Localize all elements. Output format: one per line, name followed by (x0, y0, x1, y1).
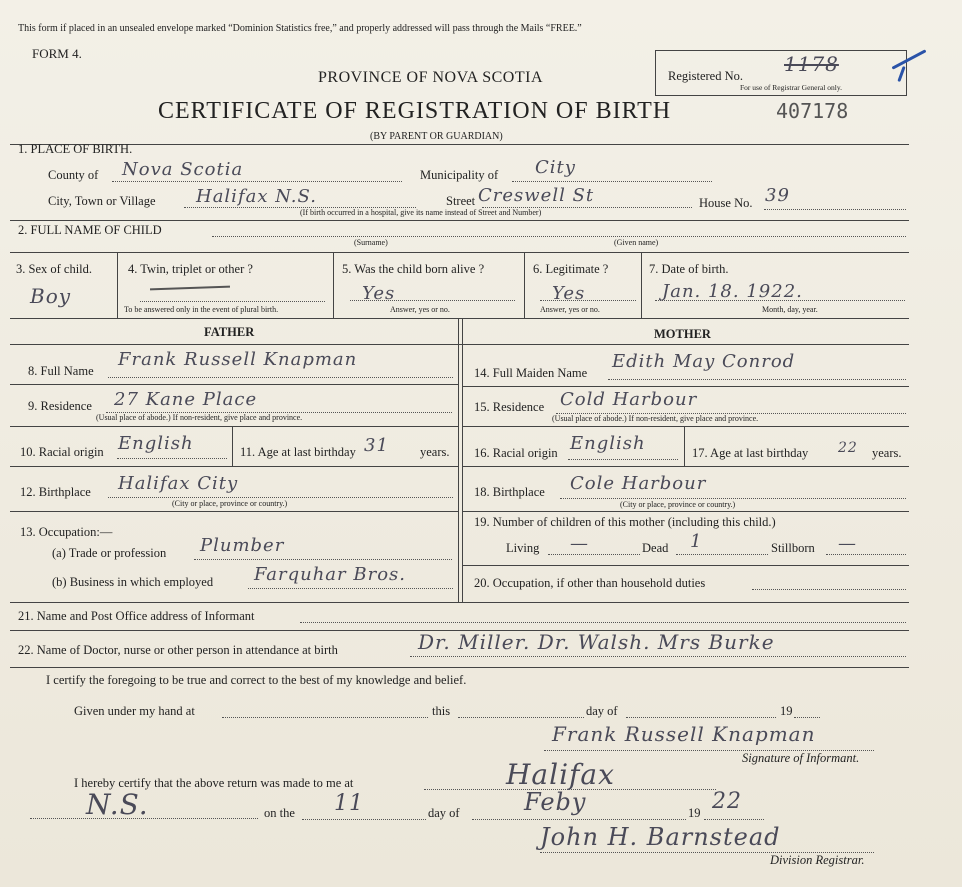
street-value: Creswell St (478, 185, 595, 206)
city-label: City, Town or Village (48, 194, 156, 208)
city-value: Halifax N.S. (196, 186, 317, 207)
mother-name-label: 14. Full Maiden Name (474, 366, 588, 380)
father-name-label: 8. Full Name (28, 364, 94, 378)
doctor-label: 22. Name of Doctor, nurse or other person in attendance at birth (18, 643, 338, 657)
registrar-label: Division Registrar. (770, 853, 865, 867)
mother-occupation-label: 20. Occupation, if other than household duties (474, 576, 706, 590)
sex-label: 3. Sex of child. (16, 262, 93, 276)
business-label: (b) Business in which employed (52, 575, 214, 589)
this-label: this (432, 704, 451, 718)
date-label: 7. Date of birth. (649, 262, 729, 276)
given-under-label: Given under my hand at (74, 704, 195, 718)
informant-label: 21. Name and Post Office address of Informant (18, 609, 255, 623)
trade-label: (a) Trade or profession (52, 546, 167, 560)
municipality-value: City (535, 157, 576, 178)
mother-name-value: Edith May Conrod (612, 351, 796, 372)
mother-age-label: 17. Age at last birthday (692, 446, 809, 460)
registered-value: 1178 (784, 52, 839, 76)
date-note: Month, day, year. (762, 305, 818, 314)
legitimate-value: Yes (552, 283, 586, 304)
registrar-signature: John H. Barnstead (540, 823, 781, 851)
father-birthplace-note: (City or place, province or country.) (172, 499, 288, 508)
mother-residence-label: 15. Residence (474, 400, 545, 414)
twin-note: To be answered only in the event of plural birth. (124, 305, 279, 314)
county-value: Nova Scotia (122, 159, 244, 180)
mother-heading: MOTHER (654, 327, 711, 341)
mother-racial-value: English (570, 433, 646, 454)
place-of-birth-heading: 1. PLACE OF BIRTH. (18, 142, 133, 156)
stamped-number: 407178 (776, 99, 849, 123)
street-label: Street (446, 194, 476, 208)
dead-label: Dead (642, 541, 669, 555)
father-birthplace-label: 12. Birthplace (20, 485, 91, 499)
certify-text: I certify the foregoing to be true and correct to the best of my knowledge and belief. (46, 673, 467, 687)
children-label: 19. Number of children of this mother (including this child.) (474, 515, 776, 529)
father-birthplace-value: Halifax City (118, 473, 239, 494)
postal-notice: This form if placed in an unsealed envelope marked “Dominion Statistics free,” and properly addressed will pass through the Mails “FREE.” (18, 23, 582, 34)
mother-birthplace-label: 18. Birthplace (474, 485, 545, 499)
date-value: Jan. 18. 1922. (662, 281, 803, 302)
municipality-label: Municipality of (420, 168, 499, 182)
day-of-label: day of (586, 704, 618, 718)
made-at-value: Halifax (506, 758, 615, 791)
alive-value: Yes (362, 283, 396, 304)
certificate-title: CERTIFICATE OF REGISTRATION OF BIRTH (158, 98, 672, 124)
legitimate-note: Answer, yes or no. (540, 305, 600, 314)
dead-value: 1 (690, 531, 703, 552)
province-abbr-value: N.S. (86, 788, 149, 821)
father-residence-value: 27 Kane Place (114, 389, 258, 410)
mother-age-value: 22 (838, 440, 858, 456)
twin-dash (150, 286, 230, 291)
informant-signature: Frank Russell Knapman (552, 722, 816, 746)
day-value: 11 (334, 791, 364, 816)
mother-residence-note: (Usual place of abode.) If non-resident, give place and province. (552, 414, 759, 423)
nineteen-label: 19 (780, 704, 793, 718)
mother-years: years. (872, 446, 902, 460)
day-of-label-2: day of (428, 806, 460, 820)
on-the-label: on the (264, 806, 295, 820)
business-value: Farquhar Bros. (254, 564, 406, 585)
registered-note: For use of Registrar General only. (740, 83, 842, 92)
doctor-value: Dr. Miller. Dr. Walsh. Mrs Burke (418, 630, 775, 654)
father-heading: FATHER (204, 325, 255, 339)
father-residence-note: (Usual place of abode.) If non-resident, give place and province. (96, 413, 303, 422)
informant-signature-label: Signature of Informant. (742, 751, 860, 765)
certificate-subtitle: (BY PARENT OR GUARDIAN) (370, 131, 503, 142)
father-name-value: Frank Russell Knapman (118, 349, 358, 370)
registered-label: Registered No. (668, 69, 743, 83)
legitimate-label: 6. Legitimate ? (533, 262, 609, 276)
trade-value: Plumber (200, 535, 285, 556)
father-occupation-label: 13. Occupation:— (20, 525, 113, 539)
stillborn-value: — (838, 533, 857, 554)
stillborn-label: Stillborn (771, 541, 815, 555)
sex-value: Boy (30, 284, 72, 308)
street-note: (If birth occurred in a hospital, give its name instead of Street and Number) (300, 208, 542, 217)
mother-birthplace-note: (City or place, province or country.) (620, 500, 736, 509)
child-name-label: 2. FULL NAME OF CHILD (18, 223, 162, 237)
house-value: 39 (765, 185, 790, 206)
father-age-value: 31 (364, 435, 389, 456)
father-age-label: 11. Age at last birthday (240, 445, 356, 459)
mother-birthplace-value: Cole Harbour (570, 473, 707, 494)
father-racial-value: English (118, 433, 194, 454)
mother-residence-value: Cold Harbour (560, 389, 698, 410)
surname-note: (Surname) (354, 238, 388, 247)
house-label: House No. (699, 196, 753, 210)
form-number: FORM 4. (32, 46, 82, 61)
province-heading: PROVINCE OF NOVA SCOTIA (318, 69, 544, 86)
county-label: County of (48, 168, 99, 182)
given-name-note: (Given name) (614, 238, 659, 247)
alive-label: 5. Was the child born alive ? (342, 262, 485, 276)
hereby-text: I hereby certify that the above return was made to me at (74, 776, 354, 790)
nineteen-label-2: 19 (688, 806, 701, 820)
father-racial-label: 10. Racial origin (20, 445, 104, 459)
year-value: 22 (712, 789, 742, 814)
mother-racial-label: 16. Racial origin (474, 446, 558, 460)
living-value: — (570, 533, 589, 554)
living-label: Living (506, 541, 540, 555)
alive-note: Answer, yes or no. (390, 305, 450, 314)
father-residence-label: 9. Residence (28, 399, 92, 413)
twin-label: 4. Twin, triplet or other ? (128, 262, 253, 276)
father-years: years. (420, 445, 450, 459)
month-value: Feby (524, 788, 587, 816)
